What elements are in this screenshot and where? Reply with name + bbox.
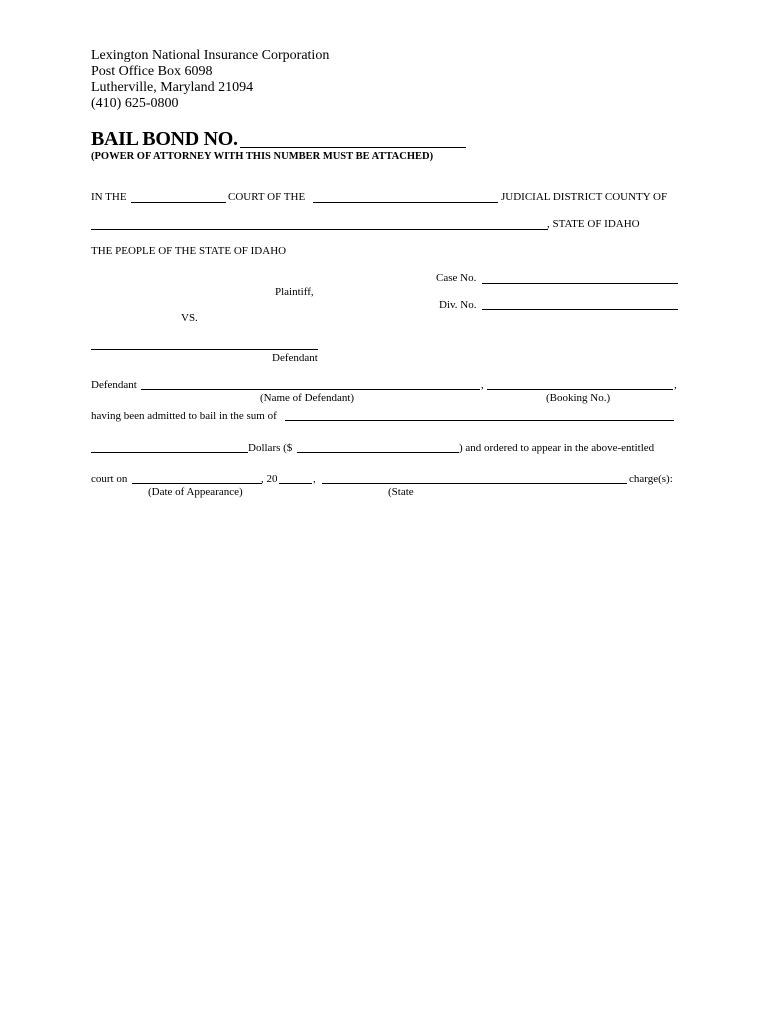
people-of-state-label: THE PEOPLE OF THE STATE OF IDAHO [91, 245, 287, 257]
plaintiff-label: Plaintiff, [275, 286, 314, 298]
court-of-the-label: COURT OF THE [228, 191, 306, 203]
booking-no-caption: (Booking No.) [546, 392, 611, 404]
bail-sum-words-field[interactable] [285, 420, 674, 421]
bail-dollars-field[interactable] [91, 452, 248, 453]
name-of-defendant-caption: (Name of Defendant) [260, 392, 355, 404]
dollars-label: Dollars ($ [248, 442, 293, 454]
admitted-to-bail-label: having been admitted to bail in the sum of [91, 410, 277, 422]
insurer-phone: (410) 625-0800 [91, 96, 179, 111]
defendant-caption-label: Defendant [272, 352, 318, 364]
booking-comma: , [674, 379, 677, 391]
power-of-attorney-note: (POWER OF ATTORNEY WITH THIS NUMBER MUST BE ATTACHED) [91, 151, 434, 162]
appearance-year-field[interactable] [279, 483, 312, 484]
charges-label: charge(s): [629, 473, 673, 485]
bail-bond-title: BAIL BOND NO. [91, 128, 238, 150]
div-no-label: Div. No. [439, 299, 477, 311]
state-of-idaho-label: , STATE OF IDAHO [547, 218, 640, 230]
in-the-label: IN THE [91, 191, 127, 203]
state-caption: (State [388, 486, 414, 498]
appearance-date-field[interactable] [132, 483, 262, 484]
booking-no-field[interactable] [487, 389, 673, 390]
case-no-label: Case No. [436, 272, 477, 284]
court-on-label: court on [91, 473, 128, 485]
vs-label: VS. [181, 312, 198, 324]
bail-amount-field[interactable] [297, 452, 459, 453]
ordered-to-appear-label: ) and ordered to appear in the above-entitled [459, 442, 655, 454]
judicial-district-label: JUDICIAL DISTRICT COUNTY OF [501, 191, 668, 203]
date-of-appearance-caption: (Date of Appearance) [148, 486, 243, 498]
defendant-caption-field[interactable] [91, 349, 318, 350]
year-comma: , [313, 473, 316, 485]
county-field[interactable] [91, 229, 548, 230]
case-no-field[interactable] [482, 283, 678, 284]
insurer-city-state-zip: Lutherville, Maryland 21094 [91, 80, 254, 95]
insurer-name: Lexington National Insurance Corporation [91, 48, 330, 63]
div-no-field[interactable] [482, 309, 678, 310]
court-type-field[interactable] [131, 202, 226, 203]
bail-bond-number-field[interactable] [240, 147, 466, 148]
charges-field[interactable] [322, 483, 627, 484]
defendant-comma: , [481, 379, 484, 391]
defendant-label: Defendant [91, 379, 137, 391]
insurer-po-box: Post Office Box 6098 [91, 64, 213, 79]
defendant-name-field[interactable] [141, 389, 480, 390]
year-prefix-label: , 20 [261, 473, 278, 485]
judicial-district-field[interactable] [313, 202, 498, 203]
